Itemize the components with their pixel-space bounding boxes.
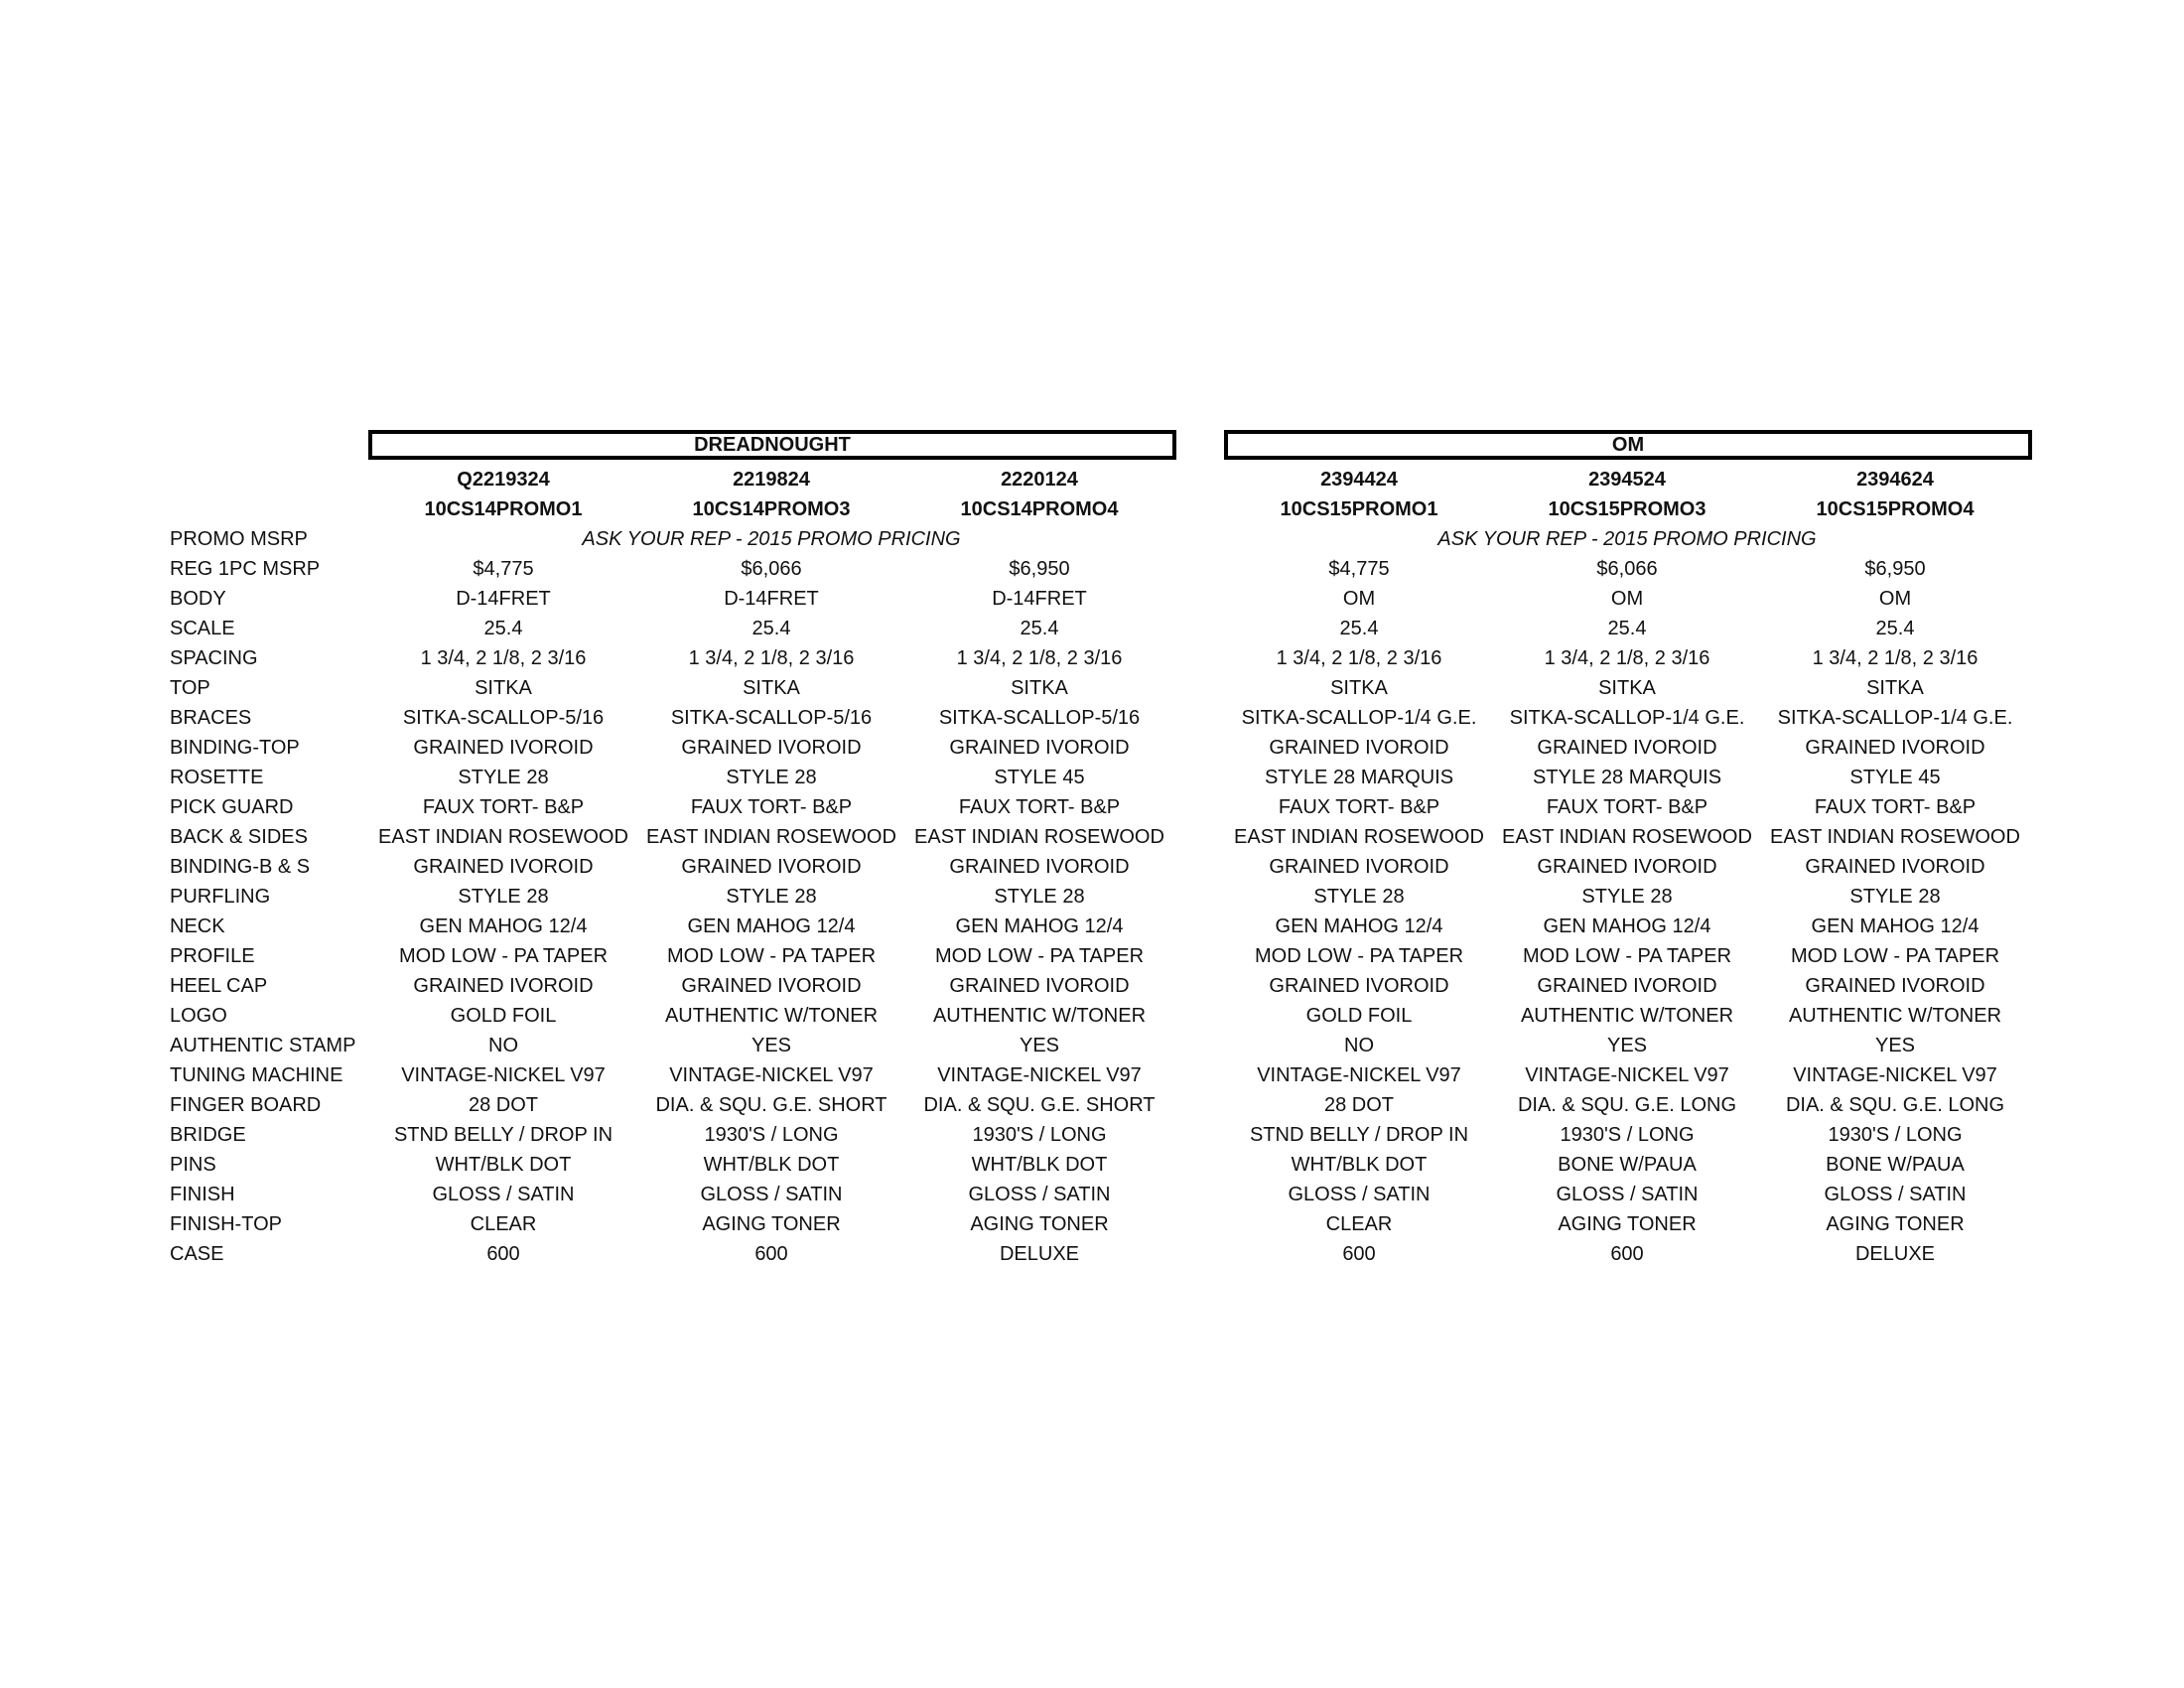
table-cell: GRAINED IVOROID [949,856,1130,878]
table-cell: STYLE 45 [994,767,1085,788]
table-cell: AGING TONER [1826,1213,1965,1235]
table-cell: GLOSS / SATIN [968,1184,1111,1205]
table-cell: WHT/BLK DOT [971,1154,1108,1176]
table-cell: STYLE 28 MARQUIS [1532,767,1722,788]
table-cell: STYLE 28 [458,767,549,788]
table-cell: YES [1874,1035,1916,1056]
column-sku: 2394524 [1588,469,1666,491]
table-row [0,912,2184,941]
table-cell: GEN MAHOG 12/4 [1275,915,1443,937]
table-cell: 25.4 [1339,618,1379,639]
table-cell: GLOSS / SATIN [1556,1184,1699,1205]
table-row [0,1209,2184,1239]
table-cell: 25.4 [1875,618,1915,639]
table-cell: SITKA-SCALLOP-5/16 [938,707,1141,729]
table-cell: EAST INDIAN ROSEWOOD [378,826,628,848]
table-cell: SITKA-SCALLOP-5/16 [670,707,873,729]
column-sku: 2394424 [1320,469,1398,491]
column-model: 10CS14PROMO3 [692,498,851,520]
table-cell: DELUXE [1854,1243,1936,1265]
table-cell: WHT/BLK DOT [1291,1154,1428,1176]
table-cell: 1930'S / LONG [704,1124,839,1146]
table-cell: GRAINED IVOROID [681,737,862,759]
table-cell: $6,066 [741,558,802,580]
table-cell: AGING TONER [970,1213,1109,1235]
row-label: FINGER BOARD [170,1094,322,1116]
table-cell: STND BELLY / DROP IN [393,1124,614,1146]
group-header-om: OM [1224,430,2032,460]
promo-note-om: ASK YOUR REP - 2015 PROMO PRICING [1437,528,1817,550]
table-cell: GOLD FOIL [1305,1005,1413,1027]
row-label: FINISH-TOP [170,1213,282,1235]
table-cell: AUTHENTIC W/TONER [1520,1005,1734,1027]
table-cell: NO [1344,1035,1374,1056]
table-cell: GRAINED IVOROID [1805,737,1985,759]
table-cell: YES [1606,1035,1648,1056]
table-cell: 1930'S / LONG [972,1124,1107,1146]
table-cell: 1 3/4, 2 1/8, 2 3/16 [1544,647,1710,669]
column-model: 10CS15PROMO3 [1548,498,1706,520]
table-cell: GOLD FOIL [450,1005,557,1027]
table-cell: GLOSS / SATIN [1824,1184,1967,1205]
row-label: CASE [170,1243,224,1265]
table-cell: D-14FRET [992,588,1087,610]
table-cell: $4,775 [473,558,534,580]
row-label: TOP [170,677,210,699]
table-row [0,1031,2184,1060]
row-label: PURFLING [170,886,271,908]
table-row [0,1239,2184,1269]
table-cell: GRAINED IVOROID [1269,975,1449,997]
table-cell: 28 DOT [1323,1094,1395,1116]
table-cell: GEN MAHOG 12/4 [1811,915,1979,937]
table-row [0,703,2184,733]
table-cell: GRAINED IVOROID [1805,975,1985,997]
table-cell: SITKA [1330,677,1388,699]
table-row [0,643,2184,673]
table-cell: GEN MAHOG 12/4 [955,915,1124,937]
table-row [0,554,2184,584]
table-cell: 25.4 [1607,618,1647,639]
table-cell: MOD LOW - PA TAPER [1790,945,2000,967]
table-cell: GLOSS / SATIN [1288,1184,1431,1205]
table-cell: MOD LOW - PA TAPER [666,945,877,967]
table-cell: STYLE 28 [994,886,1085,908]
table-cell: 1930'S / LONG [1560,1124,1695,1146]
table-cell: AGING TONER [702,1213,841,1235]
table-cell: SITKA [1011,677,1068,699]
table-cell: FAUX TORT- B&P [1814,796,1977,818]
table-cell: GLOSS / SATIN [700,1184,843,1205]
row-label: BODY [170,588,226,610]
table-cell: GEN MAHOG 12/4 [687,915,856,937]
row-label: HEEL CAP [170,975,268,997]
table-row [0,584,2184,614]
table-cell: VINTAGE-NICKEL V97 [1793,1064,1997,1086]
column-sku: 2220124 [1001,469,1078,491]
table-cell: VINTAGE-NICKEL V97 [937,1064,1142,1086]
table-cell: GRAINED IVOROID [949,737,1130,759]
row-label: LOGO [170,1005,227,1027]
table-cell: MOD LOW - PA TAPER [398,945,609,967]
row-label: SPACING [170,647,258,669]
table-cell: STYLE 28 MARQUIS [1264,767,1454,788]
table-cell: GRAINED IVOROID [1269,737,1449,759]
row-label: FINISH [170,1184,235,1205]
table-cell: D-14FRET [724,588,819,610]
table-cell: WHT/BLK DOT [435,1154,572,1176]
table-cell: MOD LOW - PA TAPER [934,945,1145,967]
table-row [0,1090,2184,1120]
row-label: BINDING-TOP [170,737,300,759]
table-cell: STYLE 28 [726,886,817,908]
table-cell: STYLE 28 [726,767,817,788]
table-cell: SITKA [475,677,532,699]
table-row [0,792,2184,822]
table-cell: 25.4 [483,618,523,639]
table-cell: GRAINED IVOROID [949,975,1130,997]
table-cell: OM [1878,588,1912,610]
table-cell: GRAINED IVOROID [1537,737,1717,759]
table-cell: EAST INDIAN ROSEWOOD [1770,826,2020,848]
column-sku: 2219824 [733,469,810,491]
table-cell: 1 3/4, 2 1/8, 2 3/16 [956,647,1123,669]
table-cell: GRAINED IVOROID [1805,856,1985,878]
table-cell: 1 3/4, 2 1/8, 2 3/16 [420,647,587,669]
row-label: BINDING-B & S [170,856,311,878]
table-cell: SITKA-SCALLOP-1/4 G.E. [1777,707,2013,729]
table-cell: GRAINED IVOROID [413,737,594,759]
table-cell: GEN MAHOG 12/4 [419,915,588,937]
table-cell: 1930'S / LONG [1828,1124,1963,1146]
column-model: 10CS14PROMO4 [960,498,1119,520]
promo-msrp-row [0,524,2184,554]
table-cell: CLEAR [470,1213,537,1235]
table-cell: EAST INDIAN ROSEWOOD [1502,826,1752,848]
row-label: PICK GUARD [170,796,294,818]
table-cell: OM [1342,588,1376,610]
table-cell: VINTAGE-NICKEL V97 [1525,1064,1729,1086]
row-label: PINS [170,1154,216,1176]
table-row [0,1150,2184,1180]
table-cell: STYLE 28 [1581,886,1673,908]
table-cell: 25.4 [1020,618,1059,639]
table-row [0,1180,2184,1209]
table-cell: $6,950 [1864,558,1926,580]
table-cell: WHT/BLK DOT [703,1154,840,1176]
table-cell: GRAINED IVOROID [1269,856,1449,878]
table-cell: GRAINED IVOROID [1537,856,1717,878]
table-cell: 28 DOT [468,1094,539,1116]
table-cell: STYLE 28 [458,886,549,908]
row-label: SCALE [170,618,235,639]
row-label: BRIDGE [170,1124,246,1146]
table-cell: GRAINED IVOROID [681,856,862,878]
table-cell: 25.4 [751,618,791,639]
row-label: AUTHENTIC STAMP [170,1035,356,1056]
column-sku: Q2219324 [457,469,550,491]
table-cell: MOD LOW - PA TAPER [1254,945,1464,967]
table-cell: SITKA [1866,677,1924,699]
table-cell: VINTAGE-NICKEL V97 [1257,1064,1461,1086]
table-row [0,971,2184,1001]
table-cell: VINTAGE-NICKEL V97 [401,1064,606,1086]
table-cell: YES [1019,1035,1060,1056]
table-cell: $4,775 [1328,558,1390,580]
row-label: PROMO MSRP [170,528,308,550]
table-cell: SITKA [743,677,800,699]
column-model: 10CS14PROMO1 [424,498,583,520]
table-cell: EAST INDIAN ROSEWOOD [646,826,896,848]
row-label: TUNING MACHINE [170,1064,343,1086]
table-cell: 1 3/4, 2 1/8, 2 3/16 [1812,647,1979,669]
group-header-dreadnought: DREADNOUGHT [368,430,1176,460]
table-row [0,852,2184,882]
table-cell: DIA. & SQU. G.E. LONG [1785,1094,2005,1116]
table-cell: 1 3/4, 2 1/8, 2 3/16 [688,647,855,669]
table-row [0,733,2184,763]
table-cell: AUTHENTIC W/TONER [932,1005,1147,1027]
table-cell: YES [751,1035,792,1056]
table-cell: STYLE 28 [1849,886,1941,908]
table-row [0,822,2184,852]
table-cell: SITKA-SCALLOP-5/16 [402,707,605,729]
table-row [0,1120,2184,1150]
row-label: BACK & SIDES [170,826,308,848]
table-cell: STYLE 28 [1313,886,1405,908]
table-cell: 600 [1342,1243,1376,1265]
row-label: BRACES [170,707,252,729]
table-cell: D-14FRET [456,588,551,610]
table-cell: CLEAR [1325,1213,1393,1235]
table-cell: GRAINED IVOROID [413,975,594,997]
table-cell: BONE W/PAUA [1558,1154,1697,1176]
table-row [0,941,2184,971]
table-row [0,1060,2184,1090]
table-cell: DELUXE [999,1243,1080,1265]
table-cell: STND BELLY / DROP IN [1249,1124,1469,1146]
table-cell: GLOSS / SATIN [432,1184,575,1205]
table-cell: OM [1610,588,1644,610]
table-cell: AUTHENTIC W/TONER [1788,1005,2002,1027]
table-cell: $6,950 [1009,558,1070,580]
table-row [0,673,2184,703]
table-cell: EAST INDIAN ROSEWOOD [914,826,1164,848]
table-cell: NO [488,1035,518,1056]
column-model: 10CS15PROMO1 [1280,498,1438,520]
table-row [0,763,2184,792]
table-cell: AGING TONER [1558,1213,1697,1235]
table-cell: GEN MAHOG 12/4 [1543,915,1711,937]
table-cell: SITKA-SCALLOP-1/4 G.E. [1241,707,1477,729]
row-label: PROFILE [170,945,255,967]
column-model: 10CS15PROMO4 [1816,498,1975,520]
table-cell: FAUX TORT- B&P [958,796,1121,818]
promo-note-dreadnought: ASK YOUR REP - 2015 PROMO PRICING [582,528,961,550]
table-cell: 600 [1610,1243,1644,1265]
table-cell: GRAINED IVOROID [413,856,594,878]
table-cell: FAUX TORT- B&P [690,796,853,818]
table-cell: FAUX TORT- B&P [1278,796,1440,818]
table-cell: DIA. & SQU. G.E. SHORT [655,1094,887,1116]
row-label: REG 1PC MSRP [170,558,321,580]
table-cell: MOD LOW - PA TAPER [1522,945,1732,967]
table-cell: SITKA-SCALLOP-1/4 G.E. [1509,707,1745,729]
table-cell: 1 3/4, 2 1/8, 2 3/16 [1276,647,1442,669]
table-cell: BONE W/PAUA [1826,1154,1965,1176]
table-row [0,882,2184,912]
table-cell: 600 [754,1243,788,1265]
table-cell: EAST INDIAN ROSEWOOD [1234,826,1484,848]
table-row [0,614,2184,643]
table-row [0,1001,2184,1031]
column-sku: 2394624 [1856,469,1934,491]
table-cell: AUTHENTIC W/TONER [664,1005,879,1027]
table-cell: $6,066 [1596,558,1658,580]
table-cell: GRAINED IVOROID [1537,975,1717,997]
table-cell: VINTAGE-NICKEL V97 [669,1064,874,1086]
row-label: NECK [170,915,225,937]
table-cell: FAUX TORT- B&P [422,796,585,818]
row-label: ROSETTE [170,767,264,788]
table-cell: FAUX TORT- B&P [1546,796,1708,818]
table-cell: GRAINED IVOROID [681,975,862,997]
table-cell: STYLE 45 [1849,767,1941,788]
table-cell: SITKA [1598,677,1656,699]
table-cell: DIA. & SQU. G.E. LONG [1517,1094,1737,1116]
table-cell: 600 [486,1243,520,1265]
table-cell: DIA. & SQU. G.E. SHORT [923,1094,1156,1116]
